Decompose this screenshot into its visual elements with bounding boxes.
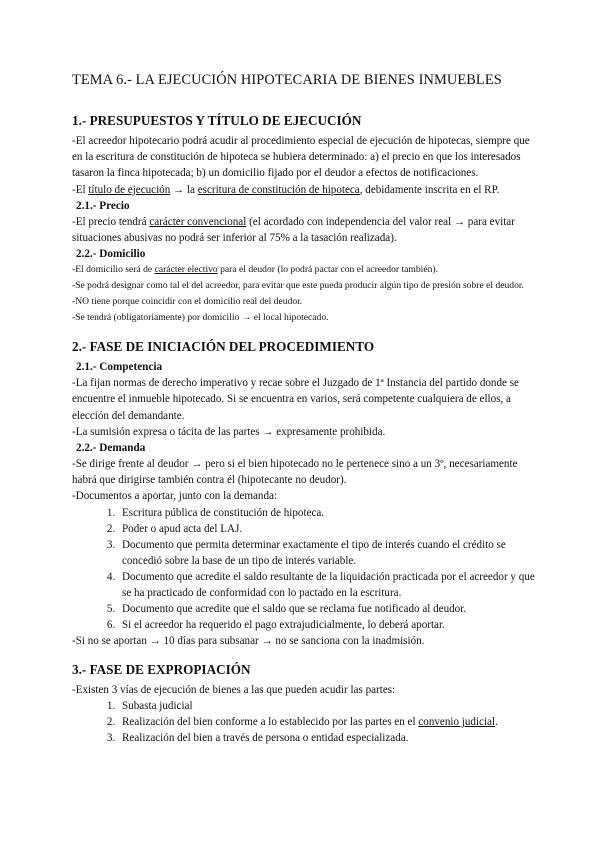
vias-list xyxy=(72,698,540,746)
list-item xyxy=(118,714,540,730)
list-item: 4. Documento que acredite el saldo resultante de la liquidación practicada por el acreedor y que se ha practicado de conformidad con lo pactado en la escritura. xyxy=(118,569,540,601)
text: → la xyxy=(170,183,198,196)
list-item: 5. Documento que acredite que el saldo que se reclama fue notificado al deudor. xyxy=(118,601,540,617)
underlined-convenio-judicial: convenio judicial xyxy=(418,716,496,729)
subheading-competencia: 2.1.- Competencia xyxy=(76,361,163,374)
list-item: 1. Subasta judicial xyxy=(118,698,540,714)
subheading-domicilio: 2.2.- Domicilio xyxy=(76,248,146,261)
list-item: 1. Escritura pública de constitución de hipoteca. xyxy=(118,505,540,521)
section-iniciacion xyxy=(72,339,540,649)
section-presupuestos xyxy=(72,113,540,326)
documents-list xyxy=(72,505,540,633)
paragraph-demanda: -Se dirige frente al deudor → pero si el bien hipotecado no le pertenece sino a un 3º, necesariamente habrá que dirigirse también contra él (hipotecante no deudor). xyxy=(72,458,518,487)
underlined-caracter-electivo: carácter electivo xyxy=(154,264,218,276)
domicilio-line-3: -NO tiene porque coincidir con el domicilio real del deudor. xyxy=(72,296,303,308)
underlined-escritura: escritura de constitución de hipoteca xyxy=(197,183,360,196)
subheading-demanda: 2.2.- Demanda xyxy=(76,442,146,455)
section-heading-2: 2.- FASE DE INICIACIÓN DEL PROCEDIMIENTO xyxy=(72,339,375,355)
underlined-caracter-convencional: carácter convencional xyxy=(149,215,247,228)
paragraph-titulo xyxy=(72,182,540,198)
paragraph-sumision: -La sumisión expresa o tácita de las partes → expresamente prohibida. xyxy=(72,425,386,438)
text: , debidamente inscrita en el RP. xyxy=(359,183,500,196)
paragraph-precio xyxy=(72,214,540,246)
section-heading-1: 1.- PRESUPUESTOS Y TÍTULO DE EJECUCIÓN xyxy=(72,113,362,128)
domicilio-line-4: -Se tendrá (obligatoriamente) por domicilio → el local hipotecado. xyxy=(72,312,329,324)
list-item: 6. Si el acreedor ha requerido el pago extrajudicialmente, lo deberá aportar. xyxy=(118,617,540,633)
text: -El xyxy=(72,183,89,196)
document-title: TEMA 6.- LA EJECUCIÓN HIPOTECARIA DE BIENES INMUEBLES xyxy=(72,72,502,88)
section-heading-3: 3.- FASE DE EXPROPIACIÓN xyxy=(72,661,251,677)
paragraph-subsanar: -Si no se aportan → 10 días para subsanar → no se sanciona con la inadmisión. xyxy=(72,634,425,647)
text: . xyxy=(495,716,498,729)
subheading-precio: 2.1.- Precio xyxy=(76,199,130,212)
text: -El precio tendrá xyxy=(72,215,150,228)
list-item: 3. Realización del bien a través de persona o entidad especializada. xyxy=(118,730,540,746)
paragraph-documentos: -Documentos a aportar, junto con la demanda: xyxy=(72,490,278,503)
paragraph-vias: -Existen 3 vías de ejecución de bienes a las que pueden acudir las partes: xyxy=(72,683,396,696)
text: Realización del bien conforme a lo establecido por las partes en el xyxy=(122,716,419,729)
paragraph-competencia: -La fijan normas de derecho imperativo y recae sobre el Juzgado de 1ª Instancia del partido donde se encuentre el inmueble hipotecado. Si se encuentra en varios, será competente cualquiera de ellos, a elección del demandante. xyxy=(72,377,519,422)
domicilio-line-2: -Se podrá designar como tal el del acreedor, para evitar que este pueda producir algún tipo de presión sobre el deudor. xyxy=(72,280,524,292)
text: para el deudor (lo podrá pactar con el acreedor también). xyxy=(217,264,438,276)
paragraph-acreedor: -El acreedor hipotecario podrá acudir al procedimiento especial de ejecución de hipotecas, siempre que en la escritura de constitución de hipoteca se hubiera determinado: a) el precio en que los interesados tasaron la finca hipotecada; b) un domicilio fijado por el deudor a efectos de notificaciones. xyxy=(72,135,530,180)
list-item: 3. Documento que permita determinar exactamente el tipo de interés cuando el crédito se concedió sobre la base de un tipo de interés variable. xyxy=(118,537,540,569)
domicilio-line-1 xyxy=(72,262,540,278)
section-expropiacion xyxy=(72,662,540,746)
list-item: 2. Poder o apud acta del LAJ. xyxy=(118,521,540,537)
underlined-titulo: título de ejecución xyxy=(88,183,171,196)
text: (el acordado con independencia del valor real → para evitar situaciones abusivas no podrá ser inferior al 75% a la tasación realizada). xyxy=(72,215,515,245)
text: -El domicilio será de xyxy=(72,264,155,276)
